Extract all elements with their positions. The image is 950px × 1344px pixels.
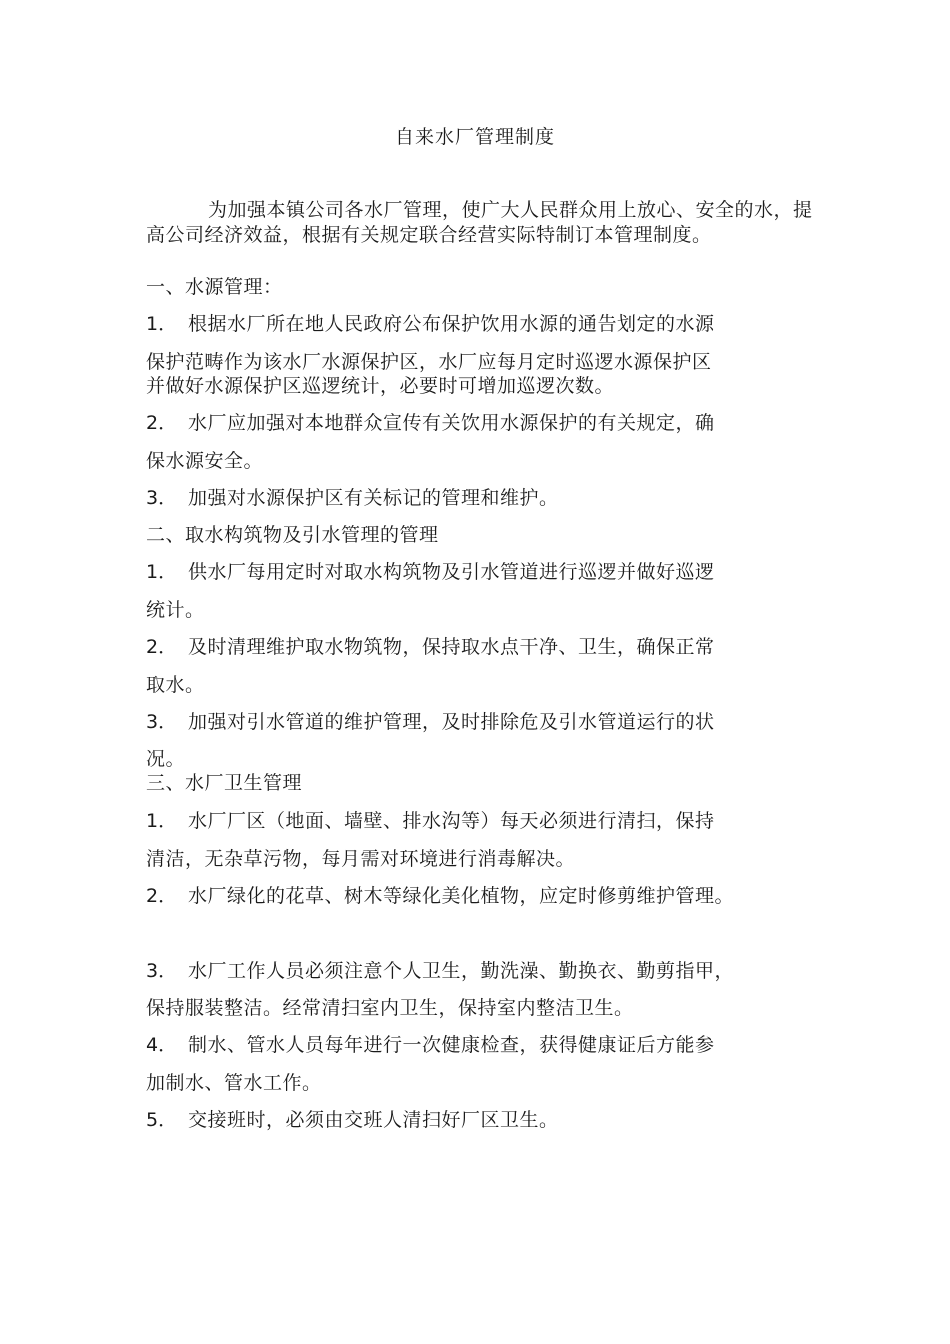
item-text: 加强对水源保护区有关标记的管理和维护。	[188, 487, 559, 509]
list-item	[146, 559, 836, 585]
item-text: 供水厂每用定时对取水构筑物及引水管道进行巡逻并做好巡逻	[188, 561, 715, 583]
list-item	[146, 634, 836, 660]
item-text-continued: 保护范畴作为该水厂水源保护区，水厂应每月定时巡逻水源保护区	[146, 351, 712, 373]
item-number: 2．	[146, 885, 178, 907]
item-text: 水厂工作人员必须注意个人卫生，勤洗澡、勤换衣、勤剪指甲，	[188, 960, 735, 982]
item-number: 3．	[146, 711, 178, 733]
document-title: 自来水厂管理制度	[394, 126, 555, 148]
item-text-continued: 并做好水源保护区巡逻统计，必要时可增加巡逻次数。	[146, 375, 615, 397]
list-item	[146, 883, 836, 909]
item-number: 1．	[146, 313, 178, 335]
item-text: 水厂应加强对本地群众宣传有关饮用水源保护的有关规定，确	[188, 412, 715, 434]
intro-paragraph: 为加强本镇公司各水厂管理，使广大人民群众用上放心、安全的水，提高公司经济效益，根据有关规定联合经营实际特制订本管理制度。	[146, 199, 813, 246]
item-number: 1．	[146, 561, 178, 583]
item-text-continued: 统计。	[146, 599, 205, 621]
item-text: 水厂绿化的花草、树木等绿化美化植物，应定时修剪维护管理。	[188, 885, 735, 907]
section-heading-water-source: 一、水源管理：	[146, 276, 283, 298]
item-number: 3．	[146, 487, 178, 509]
list-item	[146, 1032, 836, 1058]
item-text: 加强对引水管道的维护管理，及时排除危及引水管道运行的状	[188, 711, 715, 733]
list-item	[146, 958, 836, 984]
item-number: 5．	[146, 1109, 178, 1131]
section-heading-intake-structures: 二、取水构筑物及引水管理的管理	[146, 524, 439, 546]
item-text: 水厂厂区（地面、墙壁、排水沟等）每天必须进行清扫，保持	[188, 810, 715, 832]
item-number: 4．	[146, 1034, 178, 1056]
item-text-continued: 保持服装整洁。经常清扫室内卫生，保持室内整洁卫生。	[146, 997, 634, 1019]
section-heading-hygiene: 三、水厂卫生管理	[146, 772, 303, 794]
item-text-continued: 清洁，无杂草污物，每月需对环境进行消毒解决。	[146, 848, 576, 870]
item-number: 1．	[146, 810, 178, 832]
item-text: 制水、管水人员每年进行一次健康检查，获得健康证后方能参	[188, 1034, 715, 1056]
list-item	[146, 485, 836, 511]
list-item	[146, 311, 836, 337]
list-item	[146, 709, 836, 735]
item-text-continued: 保水源安全。	[146, 450, 264, 472]
item-text-continued: 况。	[146, 748, 186, 770]
item-text: 及时清理维护取水物筑物，保持取水点干净、卫生，确保正常	[188, 636, 715, 658]
item-number: 3．	[146, 960, 178, 982]
item-text-continued: 加制水、管水工作。	[146, 1072, 322, 1094]
item-text: 交接班时，必须由交班人清扫好厂区卫生。	[188, 1109, 559, 1131]
list-item	[146, 808, 836, 834]
item-number: 2．	[146, 412, 178, 434]
item-text: 根据水厂所在地人民政府公布保护饮用水源的通告划定的水源	[188, 313, 715, 335]
item-number: 2．	[146, 636, 178, 658]
list-item	[146, 410, 836, 436]
item-text-continued: 取水。	[146, 674, 205, 696]
list-item	[146, 1107, 836, 1133]
